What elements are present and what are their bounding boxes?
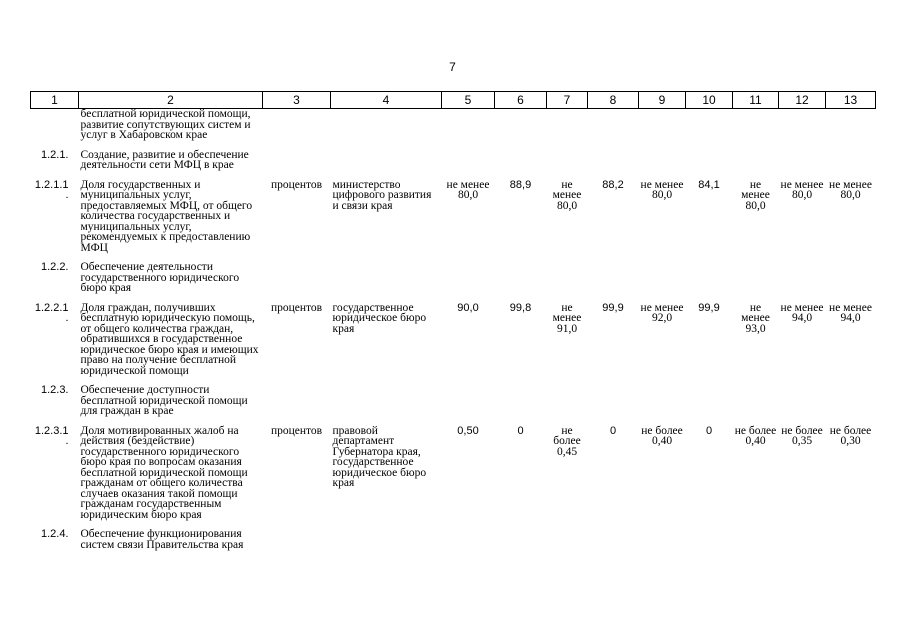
row-name: Обеспечение функционирования систем связи Правительства края (80, 528, 244, 551)
row-unit: процентов (270, 424, 323, 437)
table-row (31, 422, 876, 526)
row-value (686, 258, 733, 299)
row-value (826, 146, 876, 176)
row-executor: министерство цифрового развития и связи края (332, 178, 432, 212)
table-row (31, 525, 876, 555)
row-code: 1.2.2.1. (34, 301, 69, 324)
row-value: 99,9 (698, 301, 720, 314)
table-row-continuation (31, 109, 876, 146)
row-value: 90,0 (457, 301, 479, 314)
table-row (31, 258, 876, 299)
row-value: не менее 80,0 (552, 178, 582, 212)
row-code: 1.2.1. (40, 148, 69, 161)
row-executor: государственное юридическое бюро края (332, 301, 427, 335)
row-code: 1.2.2. (40, 261, 69, 273)
row-unit: процентов (270, 178, 323, 191)
row-executor (331, 146, 442, 176)
row-value: не более 0,35 (781, 424, 823, 447)
row-value: 99,8 (509, 301, 532, 314)
row-value: не менее 94,0 (780, 301, 824, 324)
indicators-table (30, 91, 876, 555)
row-value: 84,1 (698, 178, 720, 191)
column-header: 13 (826, 92, 876, 109)
row-value (442, 258, 495, 299)
row-value (733, 146, 779, 176)
row-code: 1.2.1.1. (34, 178, 69, 201)
row-value: не менее 80,0 (780, 178, 824, 201)
table-row (31, 299, 876, 382)
row-value (686, 525, 733, 555)
row-value (826, 525, 876, 555)
row-value: не менее 80,0 (640, 178, 684, 201)
row-value (495, 258, 547, 299)
row-value: 99,9 (602, 301, 624, 314)
row-value: не менее 92,0 (640, 301, 684, 324)
row-value: не более 0,30 (829, 424, 872, 447)
table-row (31, 176, 876, 259)
row-value: не менее 80,0 (446, 178, 490, 201)
row-value: не более 0,40 (734, 424, 777, 447)
row-value (779, 258, 826, 299)
row-value (495, 146, 547, 176)
column-header: 11 (733, 92, 779, 109)
row-value (495, 381, 547, 422)
row-value (686, 381, 733, 422)
row-unit: процентов (270, 301, 323, 314)
row-value (495, 525, 547, 555)
row-value (588, 381, 639, 422)
row-unit (263, 381, 331, 422)
row-name: бесплатной юридической помощи, развитие сопутствующих систем и услуг в Хабаровском крае (80, 108, 251, 141)
row-value: не менее 80,0 (741, 178, 770, 212)
column-header: 3 (263, 92, 331, 109)
row-code: 1.2.3. (40, 384, 69, 396)
row-value (639, 258, 686, 299)
row-name: Обеспечение деятельности государственного юридического бюро края (80, 261, 240, 294)
row-value (547, 381, 588, 422)
row-value: не менее 93,0 (741, 301, 770, 335)
row-code: 1.2.4. (40, 528, 69, 540)
row-value (547, 258, 588, 299)
row-value: 0 (705, 424, 713, 437)
row-value: не более 0,40 (641, 424, 683, 447)
row-value (588, 525, 639, 555)
row-value (547, 146, 588, 176)
row-value: 0 (517, 424, 524, 437)
row-value (779, 525, 826, 555)
row-value (442, 381, 495, 422)
table-row (31, 381, 876, 422)
row-value: не более 0,45 (553, 424, 581, 458)
page-number: 7 (449, 60, 456, 74)
row-value (639, 381, 686, 422)
row-value: 0 (609, 424, 617, 437)
row-name: Доля государственных и муниципальных услуг, предоставляемых МФЦ, от общего количества государственных и муниципальных услуг, рекомендуемых к предоставлению МФЦ (80, 178, 253, 254)
column-header: 1 (31, 92, 79, 109)
row-name: Создание, развитие и обеспечение деятельности сети МФЦ в крае (80, 148, 249, 171)
row-value: 88,9 (509, 178, 532, 191)
row-value (733, 381, 779, 422)
row-value (547, 525, 588, 555)
row-executor (331, 381, 442, 422)
column-header: 4 (331, 92, 442, 109)
row-value (779, 381, 826, 422)
row-value (588, 258, 639, 299)
row-code: 1.2.3.1. (34, 424, 69, 447)
row-unit (263, 146, 331, 176)
table-header (31, 92, 876, 109)
row-value (442, 146, 495, 176)
column-header: 10 (686, 92, 733, 109)
row-value: 0,50 (457, 424, 479, 437)
row-value (826, 258, 876, 299)
column-header: 2 (79, 92, 263, 109)
row-name: Обеспечение доступности бесплатной юридической помощи для граждан в крае (80, 384, 248, 417)
column-header: 5 (442, 92, 495, 109)
column-header: 9 (639, 92, 686, 109)
column-header: 12 (779, 92, 826, 109)
row-value (442, 525, 495, 555)
row-executor (331, 258, 442, 299)
row-value (733, 258, 779, 299)
row-value: не менее 80,0 (829, 178, 872, 201)
row-value (686, 146, 733, 176)
row-value (733, 525, 779, 555)
row-value: не менее 91,0 (552, 301, 582, 335)
row-value: 88,2 (602, 178, 624, 191)
row-value (639, 146, 686, 176)
row-executor: правовой департамент Губернатора края, государственное юридическое бюро края (332, 424, 427, 489)
table-row (31, 146, 876, 176)
row-unit (263, 258, 331, 299)
row-value (639, 525, 686, 555)
row-value (826, 381, 876, 422)
column-header: 8 (588, 92, 639, 109)
column-header: 7 (547, 92, 588, 109)
row-value (588, 146, 639, 176)
row-name: Доля мотивированных жалоб на действия (бездействие) государственного юридического бюро края по вопросам оказания бесплатной юридической помощи гражданам от общего количества случаев оказания такой помощи гражданам государственным юридическим бюро края (80, 424, 248, 521)
row-name: Доля граждан, получивших бесплатную юридическую помощь, от общего количества граждан, обратившихся в государственное юридическое бюро края и имеющих право на получение бесплатной юридической помощи (80, 301, 259, 377)
row-unit (263, 525, 331, 555)
row-value (779, 146, 826, 176)
row-value: не менее 94,0 (829, 301, 872, 324)
row-executor (331, 525, 442, 555)
column-header: 6 (495, 92, 547, 109)
